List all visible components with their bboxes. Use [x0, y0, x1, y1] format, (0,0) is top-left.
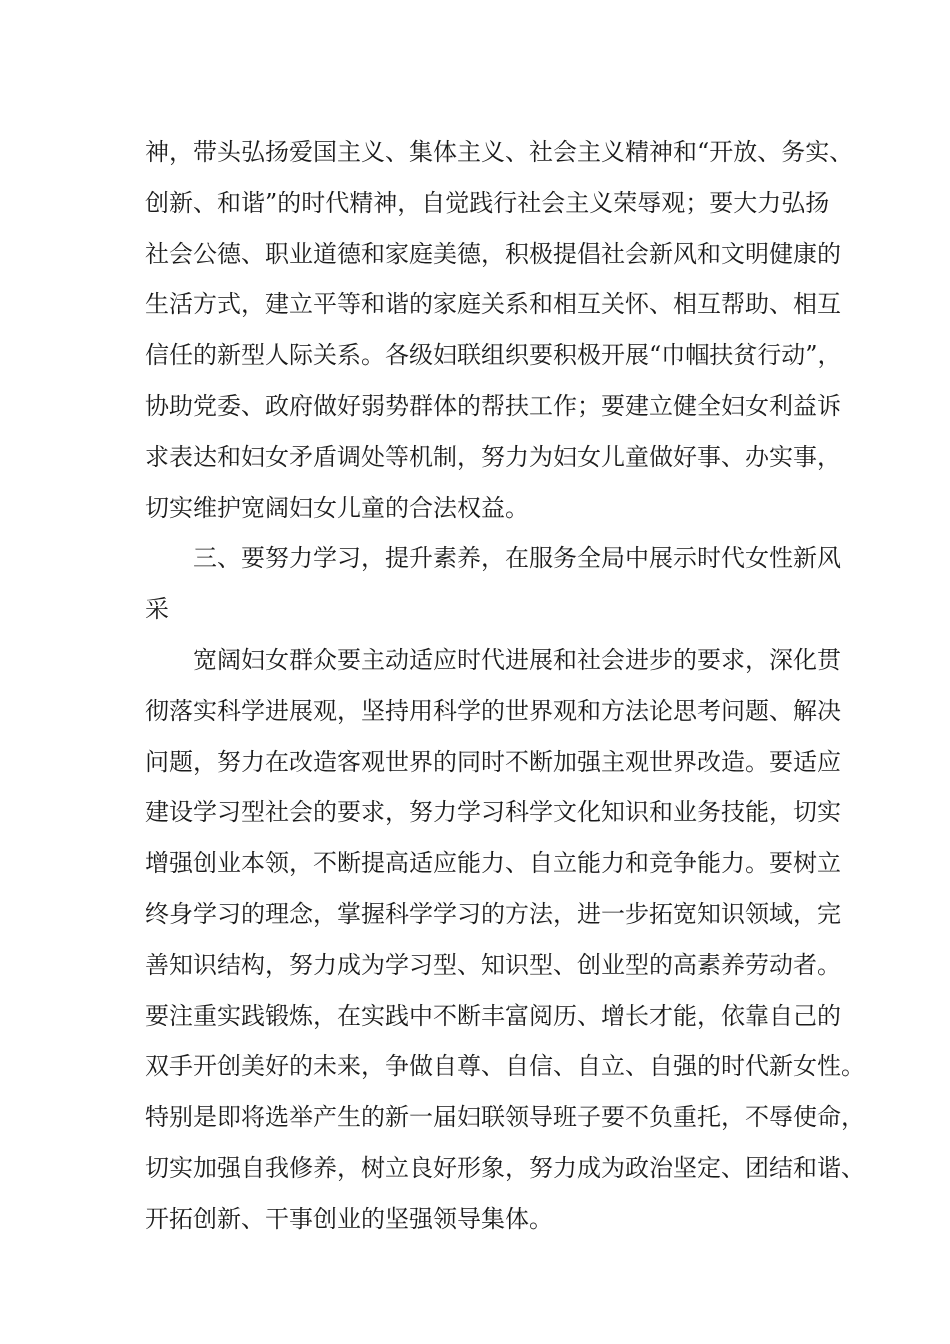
text-line: 求表达和妇女矛盾调处等机制，努力为妇女儿童做好事、办实事， — [145, 442, 841, 471]
text-line: 神，带头弘扬爱国主义、集体主义、社会主义精神和“开放、务实、 — [145, 138, 854, 166]
text-line: 特别是即将选举产生的新一届妇联领导班子要不负重托，不辱使命， — [145, 1103, 865, 1132]
text-line: 建设学习型社会的要求，努力学习科学文化知识和业务技能，切实 — [145, 798, 841, 827]
text-line: 双手开创美好的未来，争做自尊、自信、自立、自强的时代新女性。 — [145, 1052, 865, 1081]
text-line: 开拓创新、干事创业的坚强领导集体。 — [145, 1204, 553, 1233]
text-line: 宽阔妇女群众要主动适应时代进展和社会进步的要求，深化贯 — [193, 645, 841, 674]
heading-line: 采 — [145, 595, 169, 624]
text-line: 协助党委、政府做好弱势群体的帮扶工作；要建立健全妇女利益诉 — [145, 391, 841, 420]
text-line: 增强创业本领，不断提高适应能力、自立能力和竞争能力。要树立 — [145, 849, 841, 878]
paragraph-continuation — [145, 127, 854, 533]
text-line: 切实维护宽阔妇女儿童的合法权益。 — [145, 493, 529, 522]
section-heading — [145, 533, 841, 635]
text-line: 要注重实践锻炼，在实践中不断丰富阅历、增长才能，依靠自己的 — [145, 1001, 841, 1030]
text-line: 信任的新型人际关系。各级妇联组织要积极开展“巾帼扶贫行动”， — [145, 341, 842, 370]
document-body — [145, 127, 865, 1245]
heading-line: 三、要努力学习，提升素养，在服务全局中展示时代女性新风 — [193, 544, 841, 573]
text-line: 问题，努力在改造客观世界的同时不断加强主观世界改造。要适应 — [145, 747, 841, 776]
text-line: 生活方式，建立平等和谐的家庭关系和相互关怀、相互帮助、相互 — [145, 290, 841, 319]
text-line: 彻落实科学进展观，坚持用科学的世界观和方法论思考问题、解决 — [145, 696, 841, 725]
text-line: 切实加强自我修养，树立良好形象，努力成为政治坚定、团结和谐、 — [145, 1153, 865, 1182]
text-line: 创新、和谐”的时代精神，自觉践行社会主义荣辱观；要大力弘扬 — [145, 188, 830, 217]
text-line: 善知识结构，努力成为学习型、知识型、创业型的高素养劳动者。 — [145, 950, 841, 979]
paragraph — [145, 635, 865, 1245]
text-line: 社会公德、职业道德和家庭美德，积极提倡社会新风和文明健康的 — [145, 239, 841, 268]
text-line: 终身学习的理念，掌握科学学习的方法，进一步拓宽知识领域，完 — [145, 899, 841, 928]
